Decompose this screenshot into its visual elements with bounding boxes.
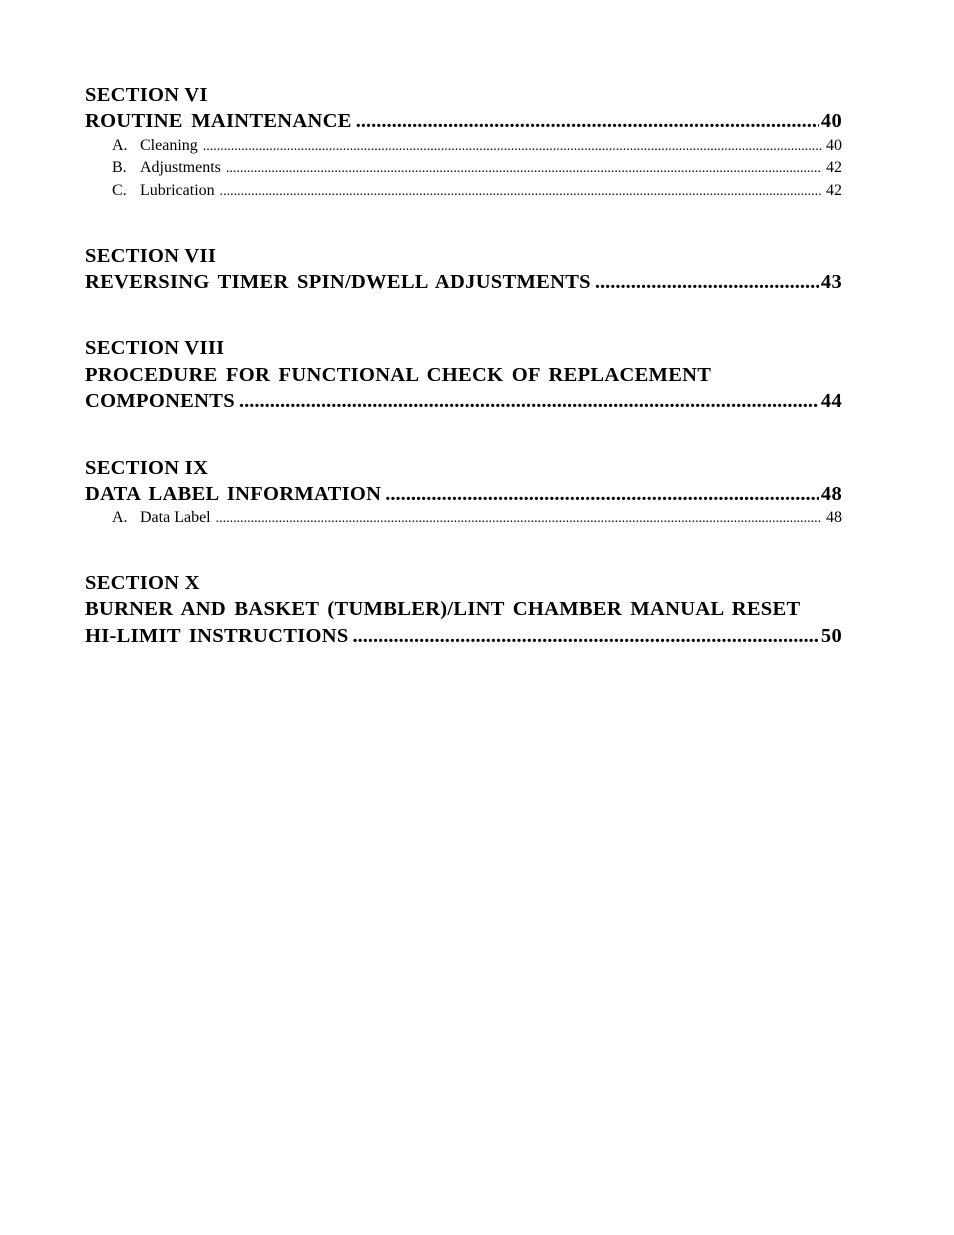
section-label: SECTION X xyxy=(85,571,200,594)
entry-title-line[interactable]: BURNER AND BASKET (TUMBLER)/LINT CHAMBER MANUAL RESET xyxy=(85,598,801,621)
subentry-title: Adjustments xyxy=(140,159,221,177)
entry-title: ROUTINE MAINTENANCE xyxy=(85,110,352,133)
page-number: 40 xyxy=(820,110,842,133)
section-label: SECTION IX xyxy=(85,456,209,479)
page-number: 48 xyxy=(820,482,842,505)
dot-leader xyxy=(203,136,822,159)
toc-subentry-lubrication[interactable] xyxy=(85,180,842,203)
toc-section-vii xyxy=(85,243,842,296)
dot-leader xyxy=(356,108,819,134)
dot-leader xyxy=(239,388,819,414)
toc-section-ix xyxy=(85,455,842,530)
dot-leader xyxy=(595,269,819,295)
page-number: 42 xyxy=(826,159,842,177)
subentry-title: Lubrication xyxy=(140,181,215,199)
table-of-contents xyxy=(85,82,842,649)
subentry-letter: C. xyxy=(112,181,127,199)
entry-title-line[interactable]: PROCEDURE FOR FUNCTIONAL CHECK OF REPLACEMENT xyxy=(85,363,712,386)
page-number: 44 xyxy=(820,390,842,413)
page-number: 50 xyxy=(820,624,842,647)
subentry-letter: B. xyxy=(112,159,127,177)
section-label: SECTION VI xyxy=(85,84,208,106)
toc-subentry-cleaning[interactable] xyxy=(85,135,842,158)
toc-section-x xyxy=(85,570,842,649)
subentry-title: Data Label xyxy=(140,509,211,527)
subentry-letter: A. xyxy=(112,136,128,154)
toc-section-vi xyxy=(85,82,842,203)
toc-section-viii xyxy=(85,335,842,414)
page-number: 42 xyxy=(826,181,842,199)
subentry-letter: A. xyxy=(112,509,128,527)
entry-title: REVERSING TIMER SPIN/DWELL ADJUSTMENTS xyxy=(85,270,591,293)
dot-leader xyxy=(220,181,822,204)
toc-subentry-adjustments[interactable] xyxy=(85,157,842,180)
page-number: 40 xyxy=(826,136,842,154)
toc-entry-routine-maintenance[interactable] xyxy=(85,108,842,134)
toc-entry-data-label-information[interactable] xyxy=(85,481,842,507)
entry-title: HI-LIMIT INSTRUCTIONS xyxy=(85,624,349,647)
dot-leader xyxy=(226,158,822,181)
page-number: 43 xyxy=(820,270,842,293)
section-label: SECTION VIII xyxy=(85,337,225,360)
toc-entry-hi-limit-instructions[interactable] xyxy=(85,623,842,649)
toc-entry-functional-check[interactable] xyxy=(85,388,842,414)
page-number: 48 xyxy=(826,509,842,527)
entry-title: COMPONENTS xyxy=(85,390,235,413)
subentry-title: Cleaning xyxy=(140,136,198,154)
dot-leader xyxy=(385,481,819,507)
dot-leader xyxy=(353,623,819,649)
dot-leader xyxy=(216,508,822,531)
section-label: SECTION VII xyxy=(85,244,217,267)
toc-subentry-data-label[interactable] xyxy=(85,507,842,530)
entry-title: DATA LABEL INFORMATION xyxy=(85,482,382,505)
toc-entry-reversing-timer[interactable] xyxy=(85,269,842,295)
